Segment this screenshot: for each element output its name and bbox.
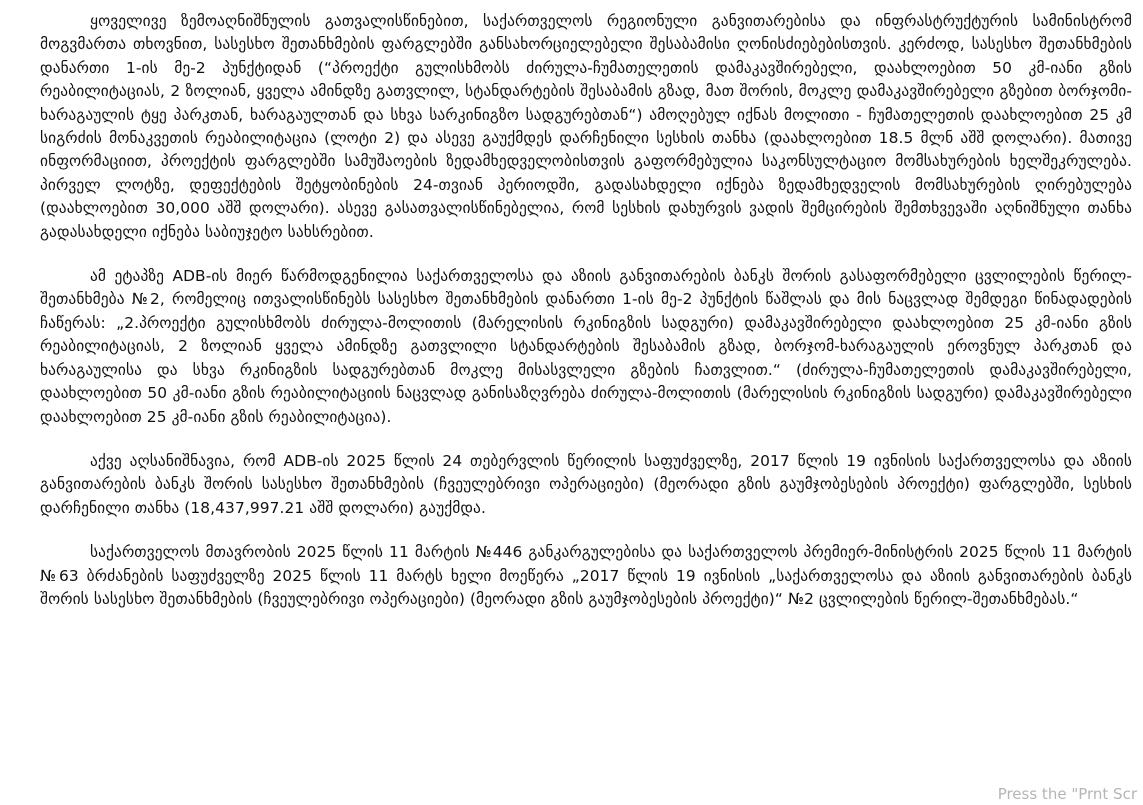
paragraph-1: ყოველივე ზემოაღნიშნულის გათვალისწინებით, საქართველოს რეგიონული განვითარებისა და ინფრასტრუქტურის სამინისტრომ მოგვმართა თხოვნით, სასესხო შეთანხმების ფარგლებში განსახორციელებელი შესაბამისი ღონისძიებებისთვის. კერძოდ, სასესხო შეთანხმების დანართი 1-ის მე-2 პუნქტიდან (“პროექტი გულისხმობს ძირულა-ჩუმათელეთის დამაკავშირებელი, დაახლოებით 50 კმ-იანი გზის რეაბილიტაციას, 2 ზოლიან, ყველა ამინდზე გათვლილ, სტანდარტების შესაბამის გზად, მათ შორის, მოკლე დამაკავშირებელი გზებით ბორჯომი-ხარაგაულის ტყე პარკთან, ხარაგაულთან და სხვა სარკინიგზო სადგურებთან“) ამოღებულ იქნას მოლითი - ჩუმათელეთის დაახლოებით 25 კმ სიგრძის მონაკვეთის რეაბილიტაცია (ლოტი 2) და ასევე გაუქმდეს დარჩენილი სესხის თანხა (დაახლოებით 18.5 მლნ აშშ დოლარი). მათივე ინფორმაციით, პროექტის ფარგლებში სამუშაოების ზედამხედველობისთვის გაფორმებულია საკონსულტაციო მომსახურების ხელშეკრულება. პირველ ლოტზე, დეფექტების შეტყობინების 24-თვიან პერიოდში, გადასახდელი იქნება ზედამხედველის მომსახურების ღირებულება (დაახლოებით 30,000 აშშ დოლარი). ასევე გასათვალისწინებელია, რომ სესხის დახურვის ვადის შემცირების შემთხვევაში აღნიშნული თანხა გადასახდელი იქნება საბიუჯეტო სახსრებით. xyxy=(40,12,1132,241)
paragraph-3: აქვე აღსანიშნავია, რომ ADB-ის 2025 წლის 24 თებერვლის წერილის საფუძველზე, 2017 წლის 19 ივნისის საქართველოსა და აზიის განვითარების ბანკს შორის სასესხო შეთანხმების (ჩვეულებრივი ოპერაციები) (მეორადი გზის გაუმჯობესების პროექტი) ფარგლებში, სესხის დარჩენილი თანხა (18,437,997.21 აშშ დოლარი) გაუქმდა. xyxy=(40,451,1132,517)
document-page xyxy=(40,10,1132,632)
paragraph-4: საქართველოს მთავრობის 2025 წლის 11 მარტის №446 განკარგულებისა და საქართველოს პრემიერ-მინისტრის 2025 წლის 11 მარტის №63 ბრძანების საფუძველზე 2025 წლის 11 მარტს ხელი მოეწერა „2017 წლის 19 ივნისის „საქართველოსა და აზიის განვითარების ბანკს შორის სასესხო შეთანხმების (ჩვეულებრივი ოპერაციები) (მეორადი გზის გაუმჯობესების პროექტი)“ №2 ცვლილების წერილ-შეთანხმებას.“ xyxy=(40,543,1132,608)
paragraph-2: ამ ეტაპზე ADB-ის მიერ წარმოდგენილია საქართველოსა და აზიის განვითარების ბანკს შორის გასაფორმებელი ცვლილების წერილ-შეთანხმება №2, რომელიც ითვალისწინებს სასესხო შეთანხმების დანართი 1-ის მე-2 პუნქტის წაშლას და მის ნაცვლად შემდეგი წინადადების ჩაწერას: „2.პროექტი გულისხმობს ძირულა-მოლითის (მარელისის რკინიგზის სადგური) დამაკავშირებელი დაახლოებით 25 კმ-იანი გზის რეაბილიტაციას, 2 ზოლიან ყველა ამინდზე გათვლილი სტანდარტების შესაბამის გზად, ბორჯომ-ხარაგაულის ეროვნულ პარკთან და ხარაგაულისა და სხვა რკინიგზის სადგურებთან მოკლე მისასვლელი გზების ჩათვლით.“ (ძირულა-ჩუმათელეთის დამაკავშირებელი, დაახლოებით 50 კმ-იანი გზის რეაბილიტაციის ნაცვლად განისაზღვრება ძირულა-მოლითის (მარელისის რკინიგზის სადგური) დამაკავშირებელი დაახლოებით 25 კმ-იანი გზის რეაბილიტაცია). xyxy=(40,267,1132,426)
screenshot-watermark: Press the "Prnt Scr xyxy=(997,785,1137,803)
